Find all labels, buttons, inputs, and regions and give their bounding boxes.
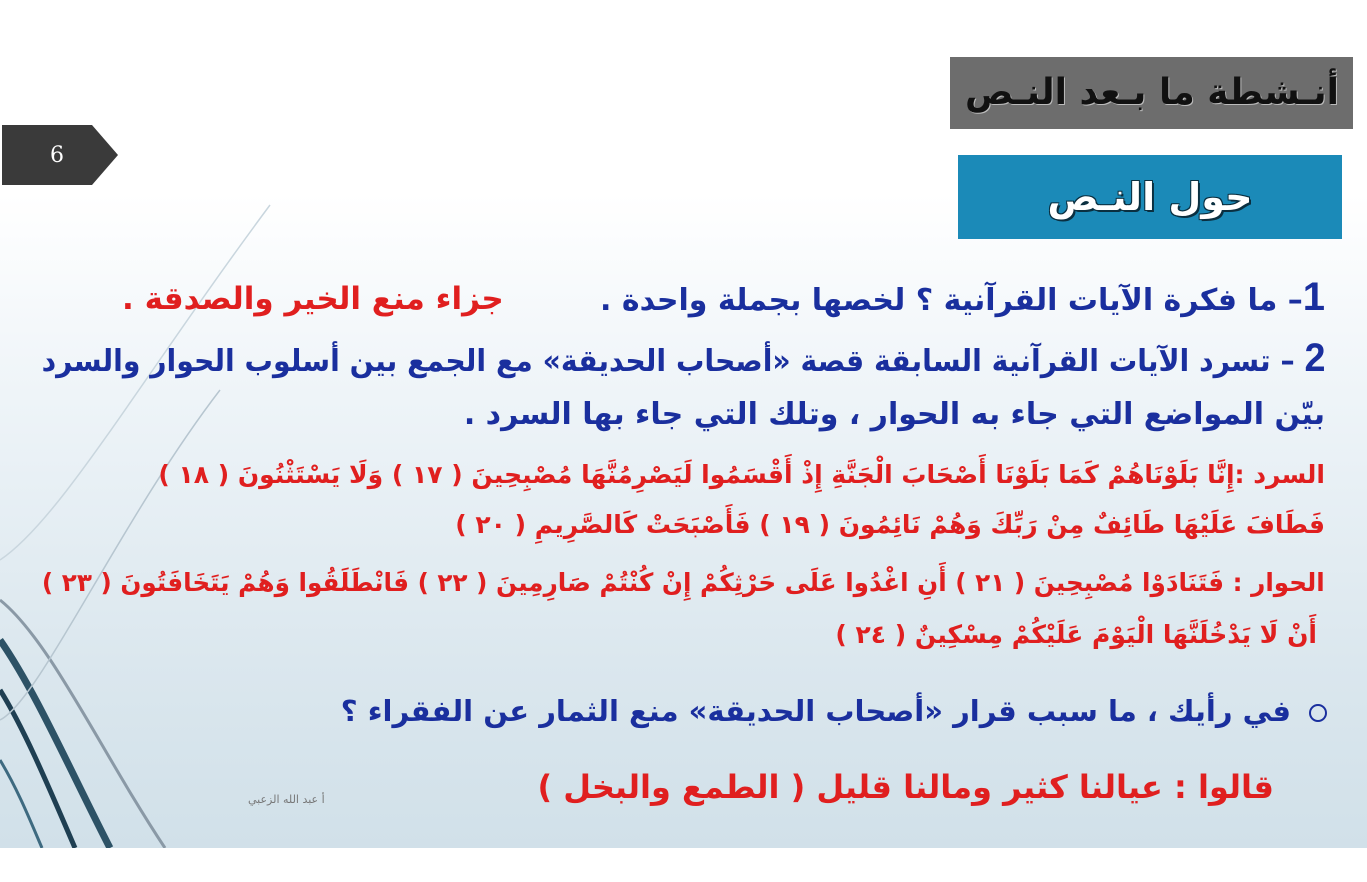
opinion-question-text: في رأيك ، ما سبب قرار «أصحاب الحديقة» منع الثمار عن الفقراء ؟ bbox=[340, 694, 1291, 728]
question-2-text: – تسرد الآيات القرآنية السابقة قصة «أصحاب الحديقة» مع الجمع بين أسلوب الحوار والسرد bbox=[41, 344, 1305, 379]
question-2 bbox=[41, 336, 1325, 381]
question-1-number: 1 bbox=[1302, 275, 1325, 319]
section-title: حول النـص bbox=[958, 155, 1342, 239]
question-1 bbox=[600, 275, 1325, 320]
question-1-answer: جزاء منع الخير والصدقة . bbox=[122, 281, 504, 317]
author-credit: أ عبد الله الزعبي bbox=[248, 793, 325, 806]
narration-verse-line2: فَطَافَ عَلَيْهَا طَائِفٌ مِنْ رَبِّكَ وَهُمْ نَائِمُونَ ( ١٩ ) فَأَصْبَحَتْ كَالصَّرِيمِ ( ٢٠ ) bbox=[455, 510, 1325, 539]
opinion-answer: قالوا : عيالنا كثير ومالنا قليل ( الطمع والبخل ) bbox=[537, 768, 1274, 806]
question-2-text-line2: بيّن المواضع التي جاء به الحوار ، وتلك التي جاء بها السرد . bbox=[463, 397, 1325, 432]
dialogue-verse-line1: الحوار : فَتَنَادَوْا مُصْبِحِينَ ( ٢١ ) أَنِ اغْدُوا عَلَى حَرْثِكُمْ إِنْ كُنْتُمْ صَارِمِينَ ( ٢٢ ) فَانْطَلَقُوا وَهُمْ يَتَخَافَتُونَ ( ٢٣ ) bbox=[42, 568, 1325, 597]
question-2-number: 2 bbox=[1304, 336, 1325, 380]
narration-verse-line1: السرد :إِنَّا بَلَوْنَاهُمْ كَمَا بَلَوْنَا أَصْحَابَ الْجَنَّةِ إِذْ أَقْسَمُوا لَيَصْرِمُنَّهَا مُصْبِحِينَ ( ١٧ ) وَلَا يَسْتَثْنُونَ ( ١٨ ) bbox=[158, 460, 1325, 489]
circle-bullet-icon bbox=[1309, 704, 1327, 722]
bottom-band bbox=[0, 848, 1367, 882]
page-title: أنـشطة ما بـعد النـص bbox=[950, 57, 1353, 129]
page-number: 6 bbox=[50, 143, 64, 168]
opinion-question bbox=[341, 694, 1327, 728]
dialogue-verse-line2: أَنْ لَا يَدْخُلَنَّهَا الْيَوْمَ عَلَيْكُمْ مِسْكِينٌ ( ٢٤ ) bbox=[835, 620, 1317, 649]
question-1-text: – ما فكرة الآيات القرآنية ؟ لخصها بجملة واحدة . bbox=[600, 283, 1303, 318]
